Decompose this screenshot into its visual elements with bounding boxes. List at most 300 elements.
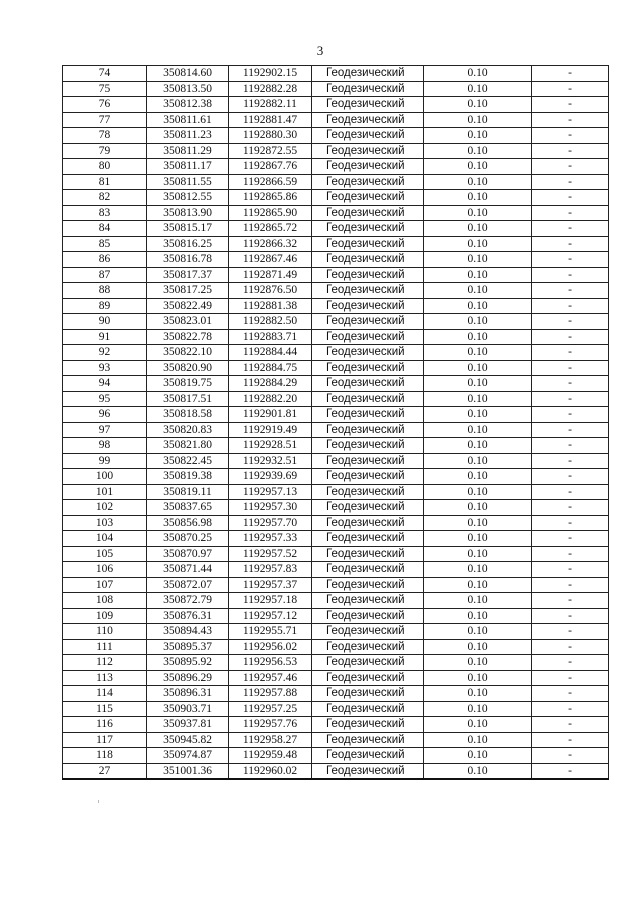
x-coordinate-cell: 350903.71 xyxy=(147,701,229,717)
y-coordinate-cell: 1192865.90 xyxy=(229,205,312,221)
table-row xyxy=(63,159,609,175)
method-cell: Геодезический xyxy=(312,577,424,593)
accuracy-cell: 0.10 xyxy=(424,143,532,159)
y-coordinate-cell: 1192884.44 xyxy=(229,345,312,361)
table-row xyxy=(63,314,609,330)
y-coordinate-cell: 1192881.38 xyxy=(229,298,312,314)
table-row xyxy=(63,298,609,314)
x-coordinate-cell: 350876.31 xyxy=(147,608,229,624)
method-cell: Геодезический xyxy=(312,717,424,733)
x-coordinate-cell: 350945.82 xyxy=(147,732,229,748)
accuracy-cell: 0.10 xyxy=(424,236,532,252)
table-row xyxy=(63,221,609,237)
table-row xyxy=(63,546,609,562)
accuracy-cell: 0.10 xyxy=(424,314,532,330)
y-coordinate-cell: 1192871.49 xyxy=(229,267,312,283)
method-cell: Геодезический xyxy=(312,112,424,128)
y-coordinate-cell: 1192957.33 xyxy=(229,531,312,547)
table-row xyxy=(63,407,609,423)
y-coordinate-cell: 1192876.50 xyxy=(229,283,312,299)
accuracy-cell: 0.10 xyxy=(424,608,532,624)
accuracy-cell: 0.10 xyxy=(424,252,532,268)
description-cell: - xyxy=(532,376,609,392)
y-coordinate-cell: 1192882.20 xyxy=(229,391,312,407)
method-cell: Геодезический xyxy=(312,128,424,144)
accuracy-cell: 0.10 xyxy=(424,329,532,345)
point-number-cell: 103 xyxy=(63,515,147,531)
point-number-cell: 102 xyxy=(63,500,147,516)
table-row xyxy=(63,484,609,500)
method-cell: Геодезический xyxy=(312,407,424,423)
y-coordinate-cell: 1192957.46 xyxy=(229,670,312,686)
accuracy-cell: 0.10 xyxy=(424,159,532,175)
accuracy-cell: 0.10 xyxy=(424,453,532,469)
accuracy-cell: 0.10 xyxy=(424,174,532,190)
method-cell: Геодезический xyxy=(312,252,424,268)
method-cell: Геодезический xyxy=(312,236,424,252)
accuracy-cell: 0.10 xyxy=(424,717,532,733)
method-cell: Геодезический xyxy=(312,283,424,299)
description-cell: - xyxy=(532,112,609,128)
y-coordinate-cell: 1192881.47 xyxy=(229,112,312,128)
point-number-cell: 90 xyxy=(63,314,147,330)
description-cell: - xyxy=(532,608,609,624)
y-coordinate-cell: 1192957.25 xyxy=(229,701,312,717)
description-cell: - xyxy=(532,267,609,283)
accuracy-cell: 0.10 xyxy=(424,531,532,547)
method-cell: Геодезический xyxy=(312,562,424,578)
point-number-cell: 112 xyxy=(63,655,147,671)
y-coordinate-cell: 1192960.02 xyxy=(229,763,312,779)
method-cell: Геодезический xyxy=(312,763,424,779)
point-number-cell: 87 xyxy=(63,267,147,283)
table-row xyxy=(63,531,609,547)
point-number-cell: 86 xyxy=(63,252,147,268)
method-cell: Геодезический xyxy=(312,376,424,392)
method-cell: Геодезический xyxy=(312,329,424,345)
method-cell: Геодезический xyxy=(312,655,424,671)
accuracy-cell: 0.10 xyxy=(424,639,532,655)
y-coordinate-cell: 1192957.83 xyxy=(229,562,312,578)
table-row xyxy=(63,701,609,717)
y-coordinate-cell: 1192867.76 xyxy=(229,159,312,175)
method-cell: Геодезический xyxy=(312,701,424,717)
description-cell: - xyxy=(532,624,609,640)
table-row xyxy=(63,655,609,671)
point-number-cell: 80 xyxy=(63,159,147,175)
table-row xyxy=(63,112,609,128)
accuracy-cell: 0.10 xyxy=(424,221,532,237)
accuracy-cell: 0.10 xyxy=(424,593,532,609)
x-coordinate-cell: 350813.90 xyxy=(147,205,229,221)
point-number-cell: 101 xyxy=(63,484,147,500)
point-number-cell: 100 xyxy=(63,469,147,485)
point-number-cell: 109 xyxy=(63,608,147,624)
description-cell: - xyxy=(532,97,609,113)
accuracy-cell: 0.10 xyxy=(424,391,532,407)
x-coordinate-cell: 350872.07 xyxy=(147,577,229,593)
table-row xyxy=(63,717,609,733)
point-number-cell: 106 xyxy=(63,562,147,578)
x-coordinate-cell: 350856.98 xyxy=(147,515,229,531)
point-number-cell: 92 xyxy=(63,345,147,361)
table-row xyxy=(63,500,609,516)
point-number-cell: 76 xyxy=(63,97,147,113)
point-number-cell: 83 xyxy=(63,205,147,221)
page-number: 3 xyxy=(316,43,324,58)
description-cell: - xyxy=(532,205,609,221)
point-number-cell: 99 xyxy=(63,453,147,469)
y-coordinate-cell: 1192959.48 xyxy=(229,748,312,764)
coordinates-table-body xyxy=(63,66,609,780)
description-cell: - xyxy=(532,143,609,159)
accuracy-cell: 0.10 xyxy=(424,298,532,314)
method-cell: Геодезический xyxy=(312,345,424,361)
description-cell: - xyxy=(532,546,609,562)
x-coordinate-cell: 350814.60 xyxy=(147,66,229,82)
method-cell: Геодезический xyxy=(312,531,424,547)
table-row xyxy=(63,453,609,469)
description-cell: - xyxy=(532,515,609,531)
y-coordinate-cell: 1192939.69 xyxy=(229,469,312,485)
accuracy-cell: 0.10 xyxy=(424,283,532,299)
method-cell: Геодезический xyxy=(312,608,424,624)
method-cell: Геодезический xyxy=(312,205,424,221)
x-coordinate-cell: 350813.50 xyxy=(147,81,229,97)
table-row xyxy=(63,190,609,206)
point-number-cell: 113 xyxy=(63,670,147,686)
description-cell: - xyxy=(532,701,609,717)
method-cell: Геодезический xyxy=(312,81,424,97)
accuracy-cell: 0.10 xyxy=(424,128,532,144)
description-cell: - xyxy=(532,655,609,671)
table-row xyxy=(63,345,609,361)
x-coordinate-cell: 350815.17 xyxy=(147,221,229,237)
method-cell: Геодезический xyxy=(312,360,424,376)
description-cell: - xyxy=(532,283,609,299)
point-number-cell: 94 xyxy=(63,376,147,392)
method-cell: Геодезический xyxy=(312,97,424,113)
point-number-cell: 91 xyxy=(63,329,147,345)
table-row xyxy=(63,608,609,624)
accuracy-cell: 0.10 xyxy=(424,469,532,485)
method-cell: Геодезический xyxy=(312,391,424,407)
point-number-cell: 85 xyxy=(63,236,147,252)
accuracy-cell: 0.10 xyxy=(424,484,532,500)
description-cell: - xyxy=(532,422,609,438)
point-number-cell: 114 xyxy=(63,686,147,702)
table-row xyxy=(63,593,609,609)
y-coordinate-cell: 1192957.52 xyxy=(229,546,312,562)
y-coordinate-cell: 1192884.29 xyxy=(229,376,312,392)
y-coordinate-cell: 1192865.86 xyxy=(229,190,312,206)
x-coordinate-cell: 350822.45 xyxy=(147,453,229,469)
description-cell: - xyxy=(532,732,609,748)
table-row xyxy=(63,748,609,764)
accuracy-cell: 0.10 xyxy=(424,360,532,376)
point-number-cell: 82 xyxy=(63,190,147,206)
description-cell: - xyxy=(532,81,609,97)
table-row xyxy=(63,763,609,779)
description-cell: - xyxy=(532,670,609,686)
table-row xyxy=(63,66,609,82)
accuracy-cell: 0.10 xyxy=(424,422,532,438)
description-cell: - xyxy=(532,221,609,237)
table-row xyxy=(63,376,609,392)
method-cell: Геодезический xyxy=(312,453,424,469)
y-coordinate-cell: 1192866.32 xyxy=(229,236,312,252)
description-cell: - xyxy=(532,577,609,593)
description-cell: - xyxy=(532,128,609,144)
table-row xyxy=(63,236,609,252)
y-coordinate-cell: 1192901.81 xyxy=(229,407,312,423)
description-cell: - xyxy=(532,298,609,314)
method-cell: Геодезический xyxy=(312,66,424,82)
table-row xyxy=(63,577,609,593)
method-cell: Геодезический xyxy=(312,484,424,500)
table-row xyxy=(63,391,609,407)
description-cell: - xyxy=(532,593,609,609)
y-coordinate-cell: 1192957.37 xyxy=(229,577,312,593)
y-coordinate-cell: 1192866.59 xyxy=(229,174,312,190)
method-cell: Геодезический xyxy=(312,732,424,748)
accuracy-cell: 0.10 xyxy=(424,562,532,578)
accuracy-cell: 0.10 xyxy=(424,500,532,516)
method-cell: Геодезический xyxy=(312,748,424,764)
table-row xyxy=(63,143,609,159)
y-coordinate-cell: 1192932.51 xyxy=(229,453,312,469)
description-cell: - xyxy=(532,391,609,407)
x-coordinate-cell: 350896.31 xyxy=(147,686,229,702)
y-coordinate-cell: 1192957.13 xyxy=(229,484,312,500)
table-row xyxy=(63,360,609,376)
x-coordinate-cell: 350822.49 xyxy=(147,298,229,314)
x-coordinate-cell: 350895.37 xyxy=(147,639,229,655)
point-number-cell: 78 xyxy=(63,128,147,144)
description-cell: - xyxy=(532,748,609,764)
point-number-cell: 81 xyxy=(63,174,147,190)
table-row xyxy=(63,732,609,748)
point-number-cell: 93 xyxy=(63,360,147,376)
x-coordinate-cell: 350811.55 xyxy=(147,174,229,190)
point-number-cell: 118 xyxy=(63,748,147,764)
point-number-cell: 116 xyxy=(63,717,147,733)
x-coordinate-cell: 350819.38 xyxy=(147,469,229,485)
table-row xyxy=(63,97,609,113)
scan-artifact xyxy=(98,800,99,803)
x-coordinate-cell: 350823.01 xyxy=(147,314,229,330)
point-number-cell: 75 xyxy=(63,81,147,97)
description-cell: - xyxy=(532,469,609,485)
table-row xyxy=(63,174,609,190)
x-coordinate-cell: 350811.17 xyxy=(147,159,229,175)
description-cell: - xyxy=(532,174,609,190)
x-coordinate-cell: 350818.58 xyxy=(147,407,229,423)
x-coordinate-cell: 350811.61 xyxy=(147,112,229,128)
method-cell: Геодезический xyxy=(312,593,424,609)
method-cell: Геодезический xyxy=(312,221,424,237)
accuracy-cell: 0.10 xyxy=(424,624,532,640)
method-cell: Геодезический xyxy=(312,267,424,283)
description-cell: - xyxy=(532,360,609,376)
method-cell: Геодезический xyxy=(312,670,424,686)
y-coordinate-cell: 1192882.50 xyxy=(229,314,312,330)
point-number-cell: 27 xyxy=(63,763,147,779)
x-coordinate-cell: 350896.29 xyxy=(147,670,229,686)
y-coordinate-cell: 1192957.12 xyxy=(229,608,312,624)
x-coordinate-cell: 350817.37 xyxy=(147,267,229,283)
description-cell: - xyxy=(532,639,609,655)
y-coordinate-cell: 1192872.55 xyxy=(229,143,312,159)
x-coordinate-cell: 350812.55 xyxy=(147,190,229,206)
table-row xyxy=(63,624,609,640)
x-coordinate-cell: 350872.79 xyxy=(147,593,229,609)
x-coordinate-cell: 350812.38 xyxy=(147,97,229,113)
accuracy-cell: 0.10 xyxy=(424,670,532,686)
x-coordinate-cell: 350817.25 xyxy=(147,283,229,299)
method-cell: Геодезический xyxy=(312,515,424,531)
y-coordinate-cell: 1192956.02 xyxy=(229,639,312,655)
method-cell: Геодезический xyxy=(312,159,424,175)
y-coordinate-cell: 1192883.71 xyxy=(229,329,312,345)
table-row xyxy=(63,515,609,531)
y-coordinate-cell: 1192957.18 xyxy=(229,593,312,609)
point-number-cell: 115 xyxy=(63,701,147,717)
y-coordinate-cell: 1192867.46 xyxy=(229,252,312,268)
point-number-cell: 108 xyxy=(63,593,147,609)
description-cell: - xyxy=(532,531,609,547)
x-coordinate-cell: 350937.81 xyxy=(147,717,229,733)
y-coordinate-cell: 1192882.11 xyxy=(229,97,312,113)
y-coordinate-cell: 1192919.49 xyxy=(229,422,312,438)
accuracy-cell: 0.10 xyxy=(424,577,532,593)
point-number-cell: 88 xyxy=(63,283,147,299)
method-cell: Геодезический xyxy=(312,686,424,702)
description-cell: - xyxy=(532,500,609,516)
method-cell: Геодезический xyxy=(312,298,424,314)
table-row xyxy=(63,128,609,144)
table-row xyxy=(63,283,609,299)
y-coordinate-cell: 1192882.28 xyxy=(229,81,312,97)
method-cell: Геодезический xyxy=(312,438,424,454)
accuracy-cell: 0.10 xyxy=(424,438,532,454)
description-cell: - xyxy=(532,252,609,268)
y-coordinate-cell: 1192957.70 xyxy=(229,515,312,531)
table-row xyxy=(63,252,609,268)
x-coordinate-cell: 350819.75 xyxy=(147,376,229,392)
x-coordinate-cell: 350894.43 xyxy=(147,624,229,640)
table-row xyxy=(63,670,609,686)
accuracy-cell: 0.10 xyxy=(424,112,532,128)
point-number-cell: 97 xyxy=(63,422,147,438)
table-row xyxy=(63,469,609,485)
y-coordinate-cell: 1192958.27 xyxy=(229,732,312,748)
table-row xyxy=(63,205,609,221)
description-cell: - xyxy=(532,236,609,252)
accuracy-cell: 0.10 xyxy=(424,81,532,97)
description-cell: - xyxy=(532,407,609,423)
accuracy-cell: 0.10 xyxy=(424,546,532,562)
accuracy-cell: 0.10 xyxy=(424,267,532,283)
table-row xyxy=(63,267,609,283)
point-number-cell: 96 xyxy=(63,407,147,423)
accuracy-cell: 0.10 xyxy=(424,407,532,423)
x-coordinate-cell: 350837.65 xyxy=(147,500,229,516)
y-coordinate-cell: 1192957.76 xyxy=(229,717,312,733)
description-cell: - xyxy=(532,345,609,361)
point-number-cell: 111 xyxy=(63,639,147,655)
y-coordinate-cell: 1192865.72 xyxy=(229,221,312,237)
description-cell: - xyxy=(532,562,609,578)
y-coordinate-cell: 1192957.88 xyxy=(229,686,312,702)
table-row xyxy=(63,639,609,655)
x-coordinate-cell: 350820.90 xyxy=(147,360,229,376)
accuracy-cell: 0.10 xyxy=(424,655,532,671)
y-coordinate-cell: 1192957.30 xyxy=(229,500,312,516)
x-coordinate-cell: 350811.29 xyxy=(147,143,229,159)
description-cell: - xyxy=(532,717,609,733)
point-number-cell: 89 xyxy=(63,298,147,314)
x-coordinate-cell: 350822.78 xyxy=(147,329,229,345)
accuracy-cell: 0.10 xyxy=(424,66,532,82)
description-cell: - xyxy=(532,484,609,500)
accuracy-cell: 0.10 xyxy=(424,345,532,361)
accuracy-cell: 0.10 xyxy=(424,205,532,221)
x-coordinate-cell: 350974.87 xyxy=(147,748,229,764)
description-cell: - xyxy=(532,686,609,702)
accuracy-cell: 0.10 xyxy=(424,686,532,702)
method-cell: Геодезический xyxy=(312,639,424,655)
accuracy-cell: 0.10 xyxy=(424,376,532,392)
accuracy-cell: 0.10 xyxy=(424,763,532,779)
y-coordinate-cell: 1192884.75 xyxy=(229,360,312,376)
table-row xyxy=(63,422,609,438)
method-cell: Геодезический xyxy=(312,143,424,159)
description-cell: - xyxy=(532,314,609,330)
method-cell: Геодезический xyxy=(312,314,424,330)
x-coordinate-cell: 350817.51 xyxy=(147,391,229,407)
table-row xyxy=(63,81,609,97)
x-coordinate-cell: 350871.44 xyxy=(147,562,229,578)
method-cell: Геодезический xyxy=(312,500,424,516)
point-number-cell: 77 xyxy=(63,112,147,128)
description-cell: - xyxy=(532,453,609,469)
x-coordinate-cell: 350870.25 xyxy=(147,531,229,547)
y-coordinate-cell: 1192955.71 xyxy=(229,624,312,640)
x-coordinate-cell: 351001.36 xyxy=(147,763,229,779)
x-coordinate-cell: 350816.25 xyxy=(147,236,229,252)
point-number-cell: 117 xyxy=(63,732,147,748)
accuracy-cell: 0.10 xyxy=(424,748,532,764)
method-cell: Геодезический xyxy=(312,190,424,206)
method-cell: Геодезический xyxy=(312,624,424,640)
point-number-cell: 107 xyxy=(63,577,147,593)
description-cell: - xyxy=(532,190,609,206)
x-coordinate-cell: 350811.23 xyxy=(147,128,229,144)
point-number-cell: 110 xyxy=(63,624,147,640)
point-number-cell: 98 xyxy=(63,438,147,454)
accuracy-cell: 0.10 xyxy=(424,515,532,531)
accuracy-cell: 0.10 xyxy=(424,190,532,206)
description-cell: - xyxy=(532,763,609,779)
description-cell: - xyxy=(532,438,609,454)
point-number-cell: 84 xyxy=(63,221,147,237)
method-cell: Геодезический xyxy=(312,469,424,485)
table-row xyxy=(63,686,609,702)
x-coordinate-cell: 350816.78 xyxy=(147,252,229,268)
table-row xyxy=(63,329,609,345)
method-cell: Геодезический xyxy=(312,546,424,562)
